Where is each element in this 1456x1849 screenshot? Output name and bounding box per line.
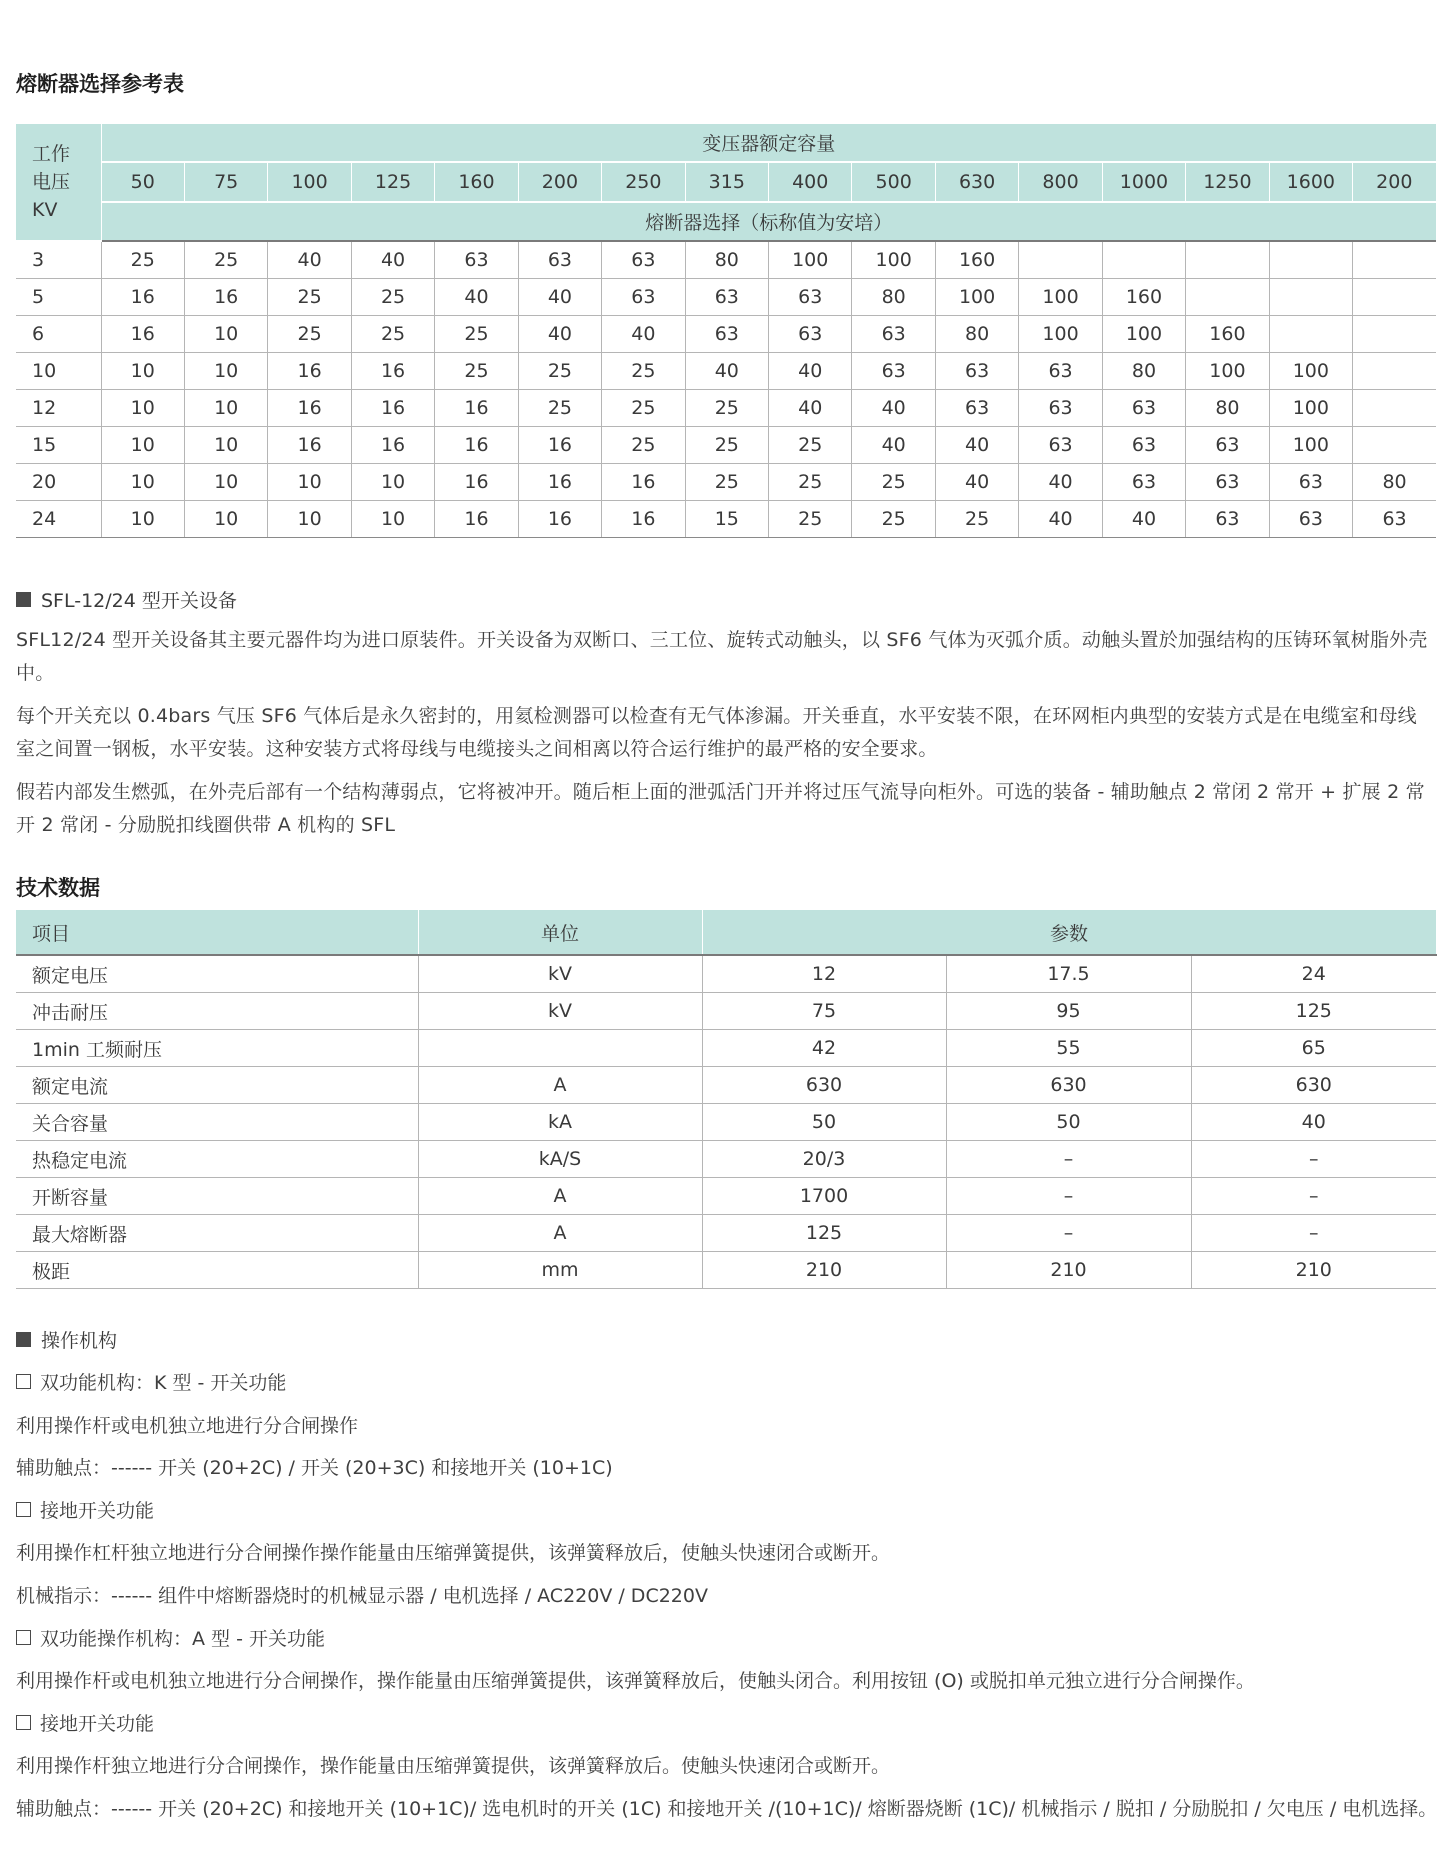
- item-cell: 额定电流: [16, 1067, 418, 1104]
- sfl-heading-text: SFL-12/24 型开关设备: [41, 590, 237, 612]
- fuse-value-cell: 63: [1019, 353, 1102, 390]
- fuse-value-cell: 25: [101, 241, 184, 279]
- item-cell: 极距: [16, 1252, 418, 1289]
- table-row: [16, 316, 1436, 353]
- fuse-value-cell: 100: [1019, 279, 1102, 316]
- fuse-value-cell: 63: [1186, 464, 1269, 501]
- fuse-value-cell: 63: [769, 279, 852, 316]
- fuse-value-cell: 40: [435, 279, 518, 316]
- fuse-value-cell: 40: [518, 279, 601, 316]
- fuse-value-cell: 63: [1269, 464, 1352, 501]
- fuse-value-cell: 63: [602, 241, 685, 279]
- fuse-value-cell: 15: [685, 501, 768, 538]
- param-value-cell: 65: [1191, 1030, 1436, 1067]
- checkbox-outline-icon: [16, 1374, 31, 1389]
- fuse-value-cell: 25: [435, 353, 518, 390]
- param-value-cell: –: [1191, 1141, 1436, 1178]
- param-value-cell: 1700: [702, 1178, 946, 1215]
- fuse-value-cell: 25: [769, 427, 852, 464]
- voltage-cell: 5: [16, 279, 101, 316]
- mechanism-heading-text: 操作机构: [41, 1330, 118, 1352]
- fuse-value-cell: 10: [101, 464, 184, 501]
- param-value-cell: 17.5: [946, 955, 1191, 993]
- mechanism-line-text: 利用操作杆或电机独立地进行分合闸操作: [16, 1415, 359, 1437]
- fuse-value-cell: [1353, 390, 1436, 427]
- unit-header: 单位: [418, 910, 702, 955]
- checkbox-outline-icon: [16, 1630, 31, 1645]
- fuse-value-cell: 10: [351, 501, 434, 538]
- capacity-cell: 1000: [1102, 162, 1185, 202]
- fuse-subheader-row: [16, 202, 1436, 241]
- param-value-cell: –: [946, 1141, 1191, 1178]
- fuse-value-cell: 63: [602, 279, 685, 316]
- fuse-value-cell: [1353, 353, 1436, 390]
- voltage-cell: 20: [16, 464, 101, 501]
- fuse-value-cell: 10: [184, 316, 267, 353]
- param-value-cell: 12: [702, 955, 946, 993]
- unit-cell: kV: [418, 955, 702, 993]
- fuse-value-cell: 16: [435, 464, 518, 501]
- unit-cell: kA/S: [418, 1141, 702, 1178]
- fuse-value-cell: 16: [351, 353, 434, 390]
- fuse-value-cell: 63: [1269, 501, 1352, 538]
- fuse-table-title: 熔断器选择参考表: [16, 72, 184, 96]
- capacity-cell: 200: [518, 162, 601, 202]
- mechanism-line: [16, 1751, 890, 1778]
- fuse-value-cell: [1353, 241, 1436, 279]
- fuse-value-cell: [1353, 316, 1436, 353]
- fuse-value-cell: 25: [602, 427, 685, 464]
- table-row: [16, 993, 1436, 1030]
- param-value-cell: 95: [946, 993, 1191, 1030]
- fuse-selection-table: [16, 124, 1437, 538]
- fuse-value-cell: 160: [1186, 316, 1269, 353]
- mechanism-line-text: 辅助触点：------ 开关 (20+2C) 和接地开关 (10+1C)/ 选电机时的开关 (1C) 和接地开关 /(10+1C)/ 熔断器烧断 (1C)/ 机械指示 / 脱扣 / 分励脱扣 / 欠电压 / 电机选择。: [16, 1798, 1438, 1820]
- mechanism-line-text: 利用操作杆独立地进行分合闸操作，操作能量由压缩弹簧提供，该弹簧释放后。使触头快速闭合或断开。: [16, 1755, 891, 1777]
- fuse-value-cell: 40: [685, 353, 768, 390]
- capacity-cell: 250: [602, 162, 685, 202]
- param-value-cell: 630: [1191, 1067, 1436, 1104]
- param-value-cell: 125: [1191, 993, 1436, 1030]
- fuse-value-cell: 10: [101, 353, 184, 390]
- table-row: [16, 1030, 1436, 1067]
- table-row: [16, 1104, 1436, 1141]
- item-cell: 最大熔断器: [16, 1215, 418, 1252]
- fuse-value-cell: 100: [935, 279, 1018, 316]
- fuse-value-cell: 10: [101, 501, 184, 538]
- fuse-value-cell: 16: [101, 279, 184, 316]
- table-row: [16, 427, 1436, 464]
- table-row: [16, 390, 1436, 427]
- fuse-value-cell: 63: [685, 279, 768, 316]
- capacity-cell: 1600: [1269, 162, 1352, 202]
- fuse-value-cell: 63: [1186, 427, 1269, 464]
- fuse-value-cell: 63: [1019, 427, 1102, 464]
- voltage-cell: 10: [16, 353, 101, 390]
- fuse-value-cell: 100: [1269, 427, 1352, 464]
- param-value-cell: 55: [946, 1030, 1191, 1067]
- fuse-value-cell: 25: [685, 464, 768, 501]
- fuse-value-cell: 100: [1269, 353, 1352, 390]
- fuse-value-cell: 10: [184, 501, 267, 538]
- fuse-value-cell: 80: [1186, 390, 1269, 427]
- voltage-cell: 3: [16, 241, 101, 279]
- param-value-cell: 42: [702, 1030, 946, 1067]
- fuse-value-cell: 16: [518, 427, 601, 464]
- param-value-cell: 630: [702, 1067, 946, 1104]
- fuse-value-cell: 80: [1353, 464, 1436, 501]
- voltage-header-line: 工作: [32, 143, 71, 165]
- fuse-value-cell: 25: [769, 501, 852, 538]
- param-value-cell: 210: [702, 1252, 946, 1289]
- param-value-cell: 630: [946, 1067, 1191, 1104]
- fuse-value-cell: 63: [435, 241, 518, 279]
- capacity-cell: 500: [852, 162, 935, 202]
- fuse-value-cell: 10: [101, 390, 184, 427]
- fuse-value-cell: 40: [268, 241, 351, 279]
- fuse-value-cell: 16: [518, 464, 601, 501]
- param-value-cell: –: [1191, 1178, 1436, 1215]
- fuse-value-cell: 63: [1019, 390, 1102, 427]
- fuse-value-cell: 63: [852, 353, 935, 390]
- fuse-value-cell: 16: [602, 464, 685, 501]
- unit-cell: kV: [418, 993, 702, 1030]
- fuse-value-cell: 10: [351, 464, 434, 501]
- fuse-value-cell: 16: [101, 316, 184, 353]
- voltage-cell: 6: [16, 316, 101, 353]
- fuse-value-cell: 16: [602, 501, 685, 538]
- param-value-cell: 125: [702, 1215, 946, 1252]
- mechanism-line: [16, 1794, 1437, 1821]
- fuse-value-cell: 63: [769, 316, 852, 353]
- fuse-value-cell: 25: [184, 241, 267, 279]
- capacity-cell: 800: [1019, 162, 1102, 202]
- fuse-value-cell: 63: [685, 316, 768, 353]
- table-row: [16, 1141, 1436, 1178]
- table-row: [16, 501, 1436, 538]
- fuse-value-cell: 40: [602, 316, 685, 353]
- capacity-cell: 50: [101, 162, 184, 202]
- fuse-value-cell: 25: [852, 501, 935, 538]
- item-cell: 关合容量: [16, 1104, 418, 1141]
- table-row: [16, 241, 1436, 279]
- fuse-value-cell: 25: [685, 390, 768, 427]
- fuse-value-cell: 25: [852, 464, 935, 501]
- fuse-value-cell: 25: [268, 279, 351, 316]
- fuse-value-cell: 63: [935, 353, 1018, 390]
- item-cell: 开断容量: [16, 1178, 418, 1215]
- fuse-value-cell: 63: [1102, 464, 1185, 501]
- mechanism-line: [16, 1368, 286, 1395]
- fuse-value-cell: [1186, 241, 1269, 279]
- fuse-value-cell: 160: [935, 241, 1018, 279]
- param-value-cell: 210: [1191, 1252, 1436, 1289]
- item-header: 项目: [16, 910, 418, 955]
- table-row: [16, 1215, 1436, 1252]
- fuse-value-cell: 25: [268, 316, 351, 353]
- param-value-cell: 40: [1191, 1104, 1436, 1141]
- voltage-cell: 12: [16, 390, 101, 427]
- fuse-value-cell: 10: [184, 390, 267, 427]
- fuse-value-cell: [1102, 241, 1185, 279]
- fuse-value-cell: 80: [685, 241, 768, 279]
- fuse-value-cell: 25: [518, 390, 601, 427]
- capacity-cell: 630: [935, 162, 1018, 202]
- capacity-cell: 1250: [1186, 162, 1269, 202]
- fuse-value-cell: 16: [435, 427, 518, 464]
- fuse-value-cell: [1353, 427, 1436, 464]
- fuse-value-cell: 40: [935, 427, 1018, 464]
- voltage-cell: 15: [16, 427, 101, 464]
- fuse-value-cell: 25: [602, 390, 685, 427]
- fuse-value-cell: [1269, 241, 1352, 279]
- fuse-header-row: [16, 124, 1436, 162]
- fuse-value-cell: 16: [435, 390, 518, 427]
- table-row: [16, 955, 1436, 993]
- mechanism-line: [16, 1624, 325, 1651]
- capacity-cell: 315: [685, 162, 768, 202]
- param-value-cell: –: [946, 1215, 1191, 1252]
- capacity-row: [16, 162, 1436, 202]
- fuse-value-cell: 16: [435, 501, 518, 538]
- table-row: [16, 1252, 1436, 1289]
- fuse-value-cell: 160: [1102, 279, 1185, 316]
- table-row: [16, 1067, 1436, 1104]
- voltage-cell: 24: [16, 501, 101, 538]
- item-cell: 热稳定电流: [16, 1141, 418, 1178]
- mechanism-line-text: 辅助触点：------ 开关 (20+2C) / 开关 (20+3C) 和接地开关 (10+1C): [16, 1457, 613, 1479]
- fuse-value-cell: 63: [1102, 427, 1185, 464]
- checkbox-outline-icon: [16, 1715, 31, 1730]
- mechanism-line: [16, 1666, 1255, 1693]
- mechanism-line-text: 双功能机构：K 型 - 开关功能: [40, 1372, 287, 1394]
- fuse-value-cell: 63: [1186, 501, 1269, 538]
- square-bullet-icon: [16, 1332, 31, 1347]
- param-value-cell: –: [946, 1178, 1191, 1215]
- tech-data-title: 技术数据: [16, 876, 100, 900]
- unit-cell: mm: [418, 1252, 702, 1289]
- unit-cell: A: [418, 1067, 702, 1104]
- fuse-value-cell: 80: [1102, 353, 1185, 390]
- voltage-header-line: KV: [32, 199, 58, 221]
- fuse-value-cell: 63: [935, 390, 1018, 427]
- mechanism-line: [16, 1496, 154, 1523]
- param-value-cell: 50: [702, 1104, 946, 1141]
- voltage-header-line: 电压: [32, 171, 71, 193]
- mechanism-line-text: 机械指示：------ 组件中熔断器烧时的机械显示器 / 电机选择 / AC220V / DC220V: [16, 1585, 708, 1607]
- fuse-value-cell: 16: [268, 427, 351, 464]
- params-header: 参数: [702, 910, 1436, 955]
- fuse-value-cell: [1353, 279, 1436, 316]
- table-row: [16, 279, 1436, 316]
- fuse-value-cell: 25: [518, 353, 601, 390]
- fuse-value-cell: 10: [184, 427, 267, 464]
- mechanism-line-text: 双功能操作机构：A 型 - 开关功能: [40, 1628, 325, 1650]
- unit-cell: [418, 1030, 702, 1067]
- mechanism-line-text: 接地开关功能: [40, 1500, 155, 1522]
- fuse-value-cell: 25: [935, 501, 1018, 538]
- sfl-paragraph: SFL12/24 型开关设备其主要元器件均为进口原装件。开关设备为双断口、三工位、旋转式动触头，以 SF6 气体为灭弧介质。动触头置於加强结构的压铸环氧树脂外壳中。: [16, 629, 1428, 684]
- voltage-header: [16, 124, 101, 241]
- fuse-value-cell: 40: [1019, 501, 1102, 538]
- tech-header-row: [16, 910, 1436, 955]
- param-value-cell: 20/3: [702, 1141, 946, 1178]
- mechanism-line-text: 利用操作杠杆独立地进行分合闸操作操作能量由压缩弹簧提供，该弹簧释放后，使触头快速闭合或断开。: [16, 1542, 891, 1564]
- capacity-cell: 200: [1353, 162, 1436, 202]
- sfl-paragraph: 每个开关充以 0.4bars 气压 SF6 气体后是永久密封的，用氦检测器可以检查有无气体渗漏。开关垂直，水平安装不限，在环网柜内典型的安装方式是在电缆室和母线室之间置一钢板，水平安装。这种安装方式将母线与电缆接头之间相离以符合运行维护的最严格的安全要求。: [16, 705, 1417, 760]
- fuse-value-cell: 16: [268, 390, 351, 427]
- param-value-cell: 210: [946, 1252, 1191, 1289]
- param-value-cell: 24: [1191, 955, 1436, 993]
- fuse-value-cell: 80: [935, 316, 1018, 353]
- fuse-value-cell: 10: [268, 464, 351, 501]
- fuse-value-cell: 40: [935, 464, 1018, 501]
- fuse-value-cell: 40: [351, 241, 434, 279]
- table-row: [16, 464, 1436, 501]
- fuse-value-cell: 63: [518, 241, 601, 279]
- param-value-cell: 50: [946, 1104, 1191, 1141]
- fuse-value-cell: 40: [769, 353, 852, 390]
- mechanism-line: [16, 1581, 708, 1608]
- fuse-value-cell: 16: [518, 501, 601, 538]
- fuse-value-cell: 63: [1102, 390, 1185, 427]
- mechanism-line-text: 利用操作杆或电机独立地进行分合闸操作，操作能量由压缩弹簧提供，该弹簧释放后，使触头闭合。利用按钮 (O) 或脱扣单元独立进行分合闸操作。: [16, 1670, 1255, 1692]
- fuse-value-cell: 63: [852, 316, 935, 353]
- item-cell: 1min 工频耐压: [16, 1030, 418, 1067]
- sfl-section-heading: [16, 586, 237, 613]
- fuse-value-cell: [1269, 279, 1352, 316]
- fuse-value-cell: 63: [1353, 501, 1436, 538]
- capacity-cell: 160: [435, 162, 518, 202]
- fuse-value-cell: [1186, 279, 1269, 316]
- param-value-cell: 75: [702, 993, 946, 1030]
- fuse-value-cell: 16: [184, 279, 267, 316]
- fuse-value-cell: 10: [184, 464, 267, 501]
- mechanism-line-text: 接地开关功能: [40, 1713, 155, 1735]
- mechanism-line: [16, 1411, 358, 1438]
- fuse-value-cell: 40: [1019, 464, 1102, 501]
- table-row: [16, 1178, 1436, 1215]
- sfl-paragraph: 假若内部发生燃弧，在外壳后部有一个结构薄弱点，它将被冲开。随后柜上面的泄弧活门开并将过压气流导向柜外。可选的装备 - 辅助触点 2 常闭 2 常开 + 扩展 2 常开 2 常闭 - 分励脱扣线圈供带 A 机构的 SFL: [16, 781, 1425, 836]
- item-cell: 额定电压: [16, 955, 418, 993]
- fuse-value-cell: 16: [351, 390, 434, 427]
- fuse-value-cell: 25: [769, 464, 852, 501]
- fuse-value-cell: 25: [602, 353, 685, 390]
- fuse-value-cell: 25: [435, 316, 518, 353]
- fuse-value-cell: 16: [351, 427, 434, 464]
- tech-data-table: [16, 910, 1437, 1289]
- mechanism-line: [16, 1538, 890, 1565]
- mechanism-line: [16, 1709, 154, 1736]
- capacity-cell: 100: [268, 162, 351, 202]
- fuse-value-cell: 40: [1102, 501, 1185, 538]
- fuse-value-cell: 10: [184, 353, 267, 390]
- fuse-value-cell: 16: [268, 353, 351, 390]
- mechanism-section-heading: [16, 1326, 117, 1353]
- fuse-value-cell: 80: [852, 279, 935, 316]
- fuse-value-cell: 25: [685, 427, 768, 464]
- fuse-value-cell: 100: [1186, 353, 1269, 390]
- fuse-value-cell: 100: [1019, 316, 1102, 353]
- capacity-cell: 75: [184, 162, 267, 202]
- fuse-value-cell: 100: [852, 241, 935, 279]
- capacity-cell: 125: [351, 162, 434, 202]
- fuse-value-cell: 100: [1269, 390, 1352, 427]
- fuse-header: 熔断器选择（标称值为安培）: [101, 202, 1436, 241]
- capacity-cell: 400: [769, 162, 852, 202]
- fuse-value-cell: 10: [268, 501, 351, 538]
- table-row: [16, 353, 1436, 390]
- fuse-value-cell: 100: [769, 241, 852, 279]
- fuse-value-cell: 40: [852, 390, 935, 427]
- fuse-value-cell: [1269, 316, 1352, 353]
- fuse-value-cell: 40: [518, 316, 601, 353]
- unit-cell: A: [418, 1178, 702, 1215]
- param-value-cell: –: [1191, 1215, 1436, 1252]
- fuse-value-cell: 25: [351, 316, 434, 353]
- checkbox-outline-icon: [16, 1502, 31, 1517]
- capacity-header: 变压器额定容量: [101, 124, 1436, 162]
- fuse-value-cell: 25: [351, 279, 434, 316]
- fuse-value-cell: 40: [852, 427, 935, 464]
- fuse-value-cell: [1019, 241, 1102, 279]
- fuse-value-cell: 40: [769, 390, 852, 427]
- mechanism-line: [16, 1453, 613, 1480]
- unit-cell: A: [418, 1215, 702, 1252]
- fuse-value-cell: 10: [101, 427, 184, 464]
- unit-cell: kA: [418, 1104, 702, 1141]
- fuse-value-cell: 100: [1102, 316, 1185, 353]
- item-cell: 冲击耐压: [16, 993, 418, 1030]
- square-bullet-icon: [16, 592, 31, 607]
